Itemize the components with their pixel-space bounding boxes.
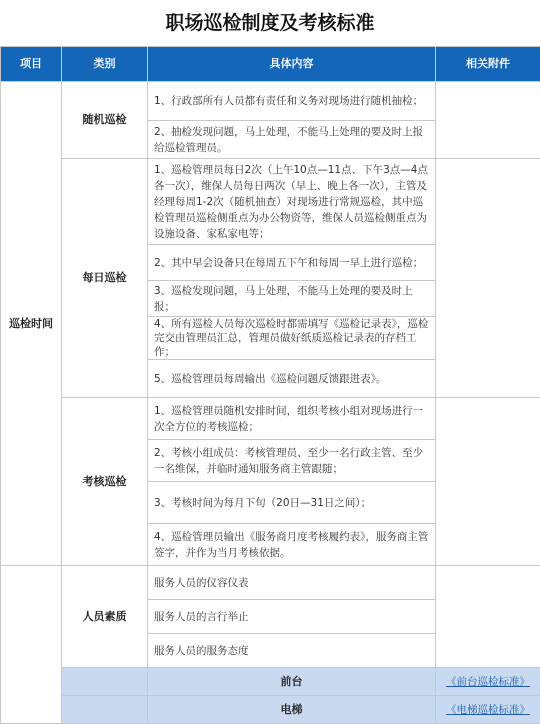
content-cell: 服务人员的服务态度	[148, 634, 436, 668]
content-cell: 服务人员的仪容仪表	[148, 566, 436, 600]
elevator-standard-link[interactable]: 《电梯巡检标准》	[446, 704, 530, 716]
content-cell: 3、考核时间为每月下旬（20日—31日之间）；	[148, 482, 436, 524]
attachment-cell	[436, 566, 540, 668]
category-random: 随机巡检	[62, 82, 148, 159]
page-title: 职场巡检制度及考核标准	[0, 0, 540, 46]
table-row	[1, 159, 540, 245]
category-personnel-quality: 人员素质	[62, 566, 148, 668]
attachment-cell	[436, 159, 540, 398]
content-cell: 2、其中早会设备只在每周五下午和每周一早上进行巡检；	[148, 245, 436, 281]
attachment-cell	[436, 82, 540, 159]
item-cell-empty	[1, 566, 62, 724]
attachment-link-cell	[436, 668, 540, 696]
subsection-front-desk: 前台	[148, 668, 436, 696]
content-cell: 4、巡检管理员输出《服务商月度考核履约表》，服务商主管签字，并作为当月考核依据。	[148, 524, 436, 566]
table-header-row	[1, 47, 540, 82]
content-cell: 1、巡检管理员随机安排时间，组织考核小组对现场进行一次全方位的考核巡检；	[148, 398, 436, 440]
content-cell: 2、抽检发现问题，马上处理，不能马上处理的要及时上报给巡检管理员。	[148, 121, 436, 159]
table-row	[1, 398, 540, 440]
item-inspection-time: 巡检时间	[1, 82, 62, 566]
content-cell: 5、巡检管理员每周输出《巡检问题反馈跟进表》。	[148, 360, 436, 398]
subsection-elevator: 电梯	[148, 696, 436, 724]
front-desk-standard-link[interactable]: 《前台巡检标准》	[446, 676, 530, 688]
table-row	[1, 566, 540, 600]
content-cell: 1、巡检管理员每日2次（上午10点—11点、下午3点—4点各一次），维保人员每日两次（早上、晚上各一次），主管及经理每周1-2次（随机抽查）对现场进行常规巡检，其中巡检管理员巡检侧重点为办公物资等，维保人员巡检侧重点为设施设备、家私家电等；	[148, 159, 436, 245]
table-row	[1, 696, 540, 724]
header-attachment: 相关附件	[436, 47, 540, 82]
category-cell-empty	[62, 668, 148, 696]
content-cell: 4、所有巡检人员每次巡检时都需填写《巡检记录表》，巡检完交由管理员汇总，管理员做好纸质巡检记录表的存档工作；	[148, 317, 436, 360]
content-cell: 2、考核小组成员：考核管理员、至少一名行政主管、至少一名维保，并临时通知服务商主管跟随；	[148, 440, 436, 482]
attachment-cell	[436, 398, 540, 566]
content-cell: 1、行政部所有人员都有责任和义务对现场进行随机抽检；	[148, 82, 436, 121]
category-assessment: 考核巡检	[62, 398, 148, 566]
attachment-link-cell	[436, 696, 540, 724]
header-item: 项目	[1, 47, 62, 82]
table-row	[1, 668, 540, 696]
category-cell-empty	[62, 696, 148, 724]
header-content: 具体内容	[148, 47, 436, 82]
inspection-standards-table	[0, 46, 540, 724]
content-cell: 3、巡检发现问题，马上处理，不能马上处理的要及时上报；	[148, 281, 436, 317]
header-category: 类别	[62, 47, 148, 82]
table-row	[1, 82, 540, 121]
category-daily: 每日巡检	[62, 159, 148, 398]
content-cell: 服务人员的言行举止	[148, 600, 436, 634]
